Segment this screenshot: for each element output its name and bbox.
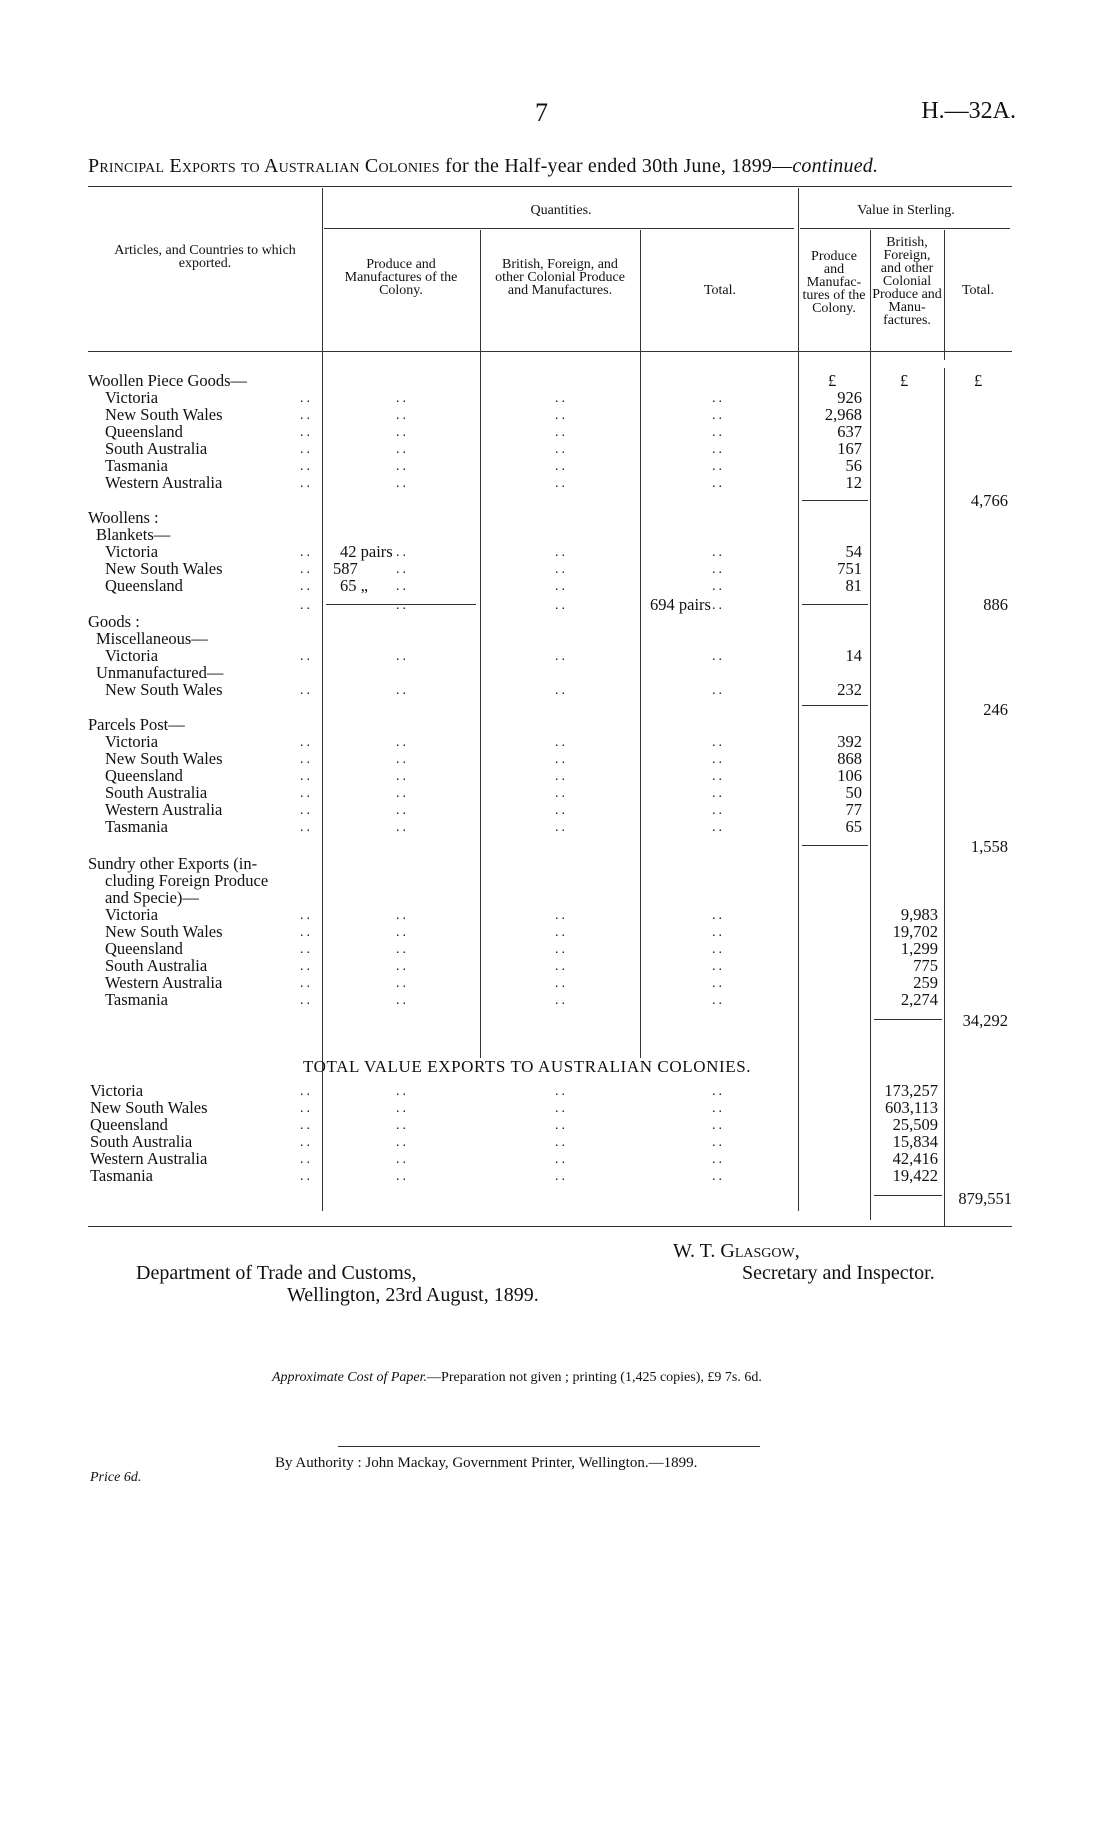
section-heading: and Specie)— bbox=[105, 888, 199, 907]
leader-dot: .. bbox=[712, 391, 725, 406]
v-british-header: British, Foreign, and other Colonial Produce and Manu- factures. bbox=[872, 235, 942, 328]
leader-dot: .. bbox=[300, 993, 313, 1008]
section-heading: Goods : bbox=[88, 612, 140, 631]
row-value: 54 bbox=[845, 542, 862, 561]
quantities-header: Quantities. bbox=[530, 203, 592, 218]
leader-dot: .. bbox=[300, 391, 313, 406]
leader-dot: .. bbox=[396, 735, 409, 750]
row-value: 15,834 bbox=[892, 1132, 938, 1151]
leader-dot: .. bbox=[396, 908, 409, 923]
leader-dot: .. bbox=[300, 476, 313, 491]
leader-dot: .. bbox=[300, 769, 313, 784]
leader-dot: .. bbox=[300, 1169, 313, 1184]
table-bottom-rule bbox=[88, 1226, 1012, 1227]
cost-text: —Preparation not given ; printing (1,425 copies), £9 7s. 6d. bbox=[427, 1370, 762, 1385]
printer-authority: By Authority : John Mackay, Government Printer, Wellington.—1899. bbox=[275, 1455, 698, 1471]
leader-dot: .. bbox=[555, 959, 568, 974]
row-value: 25,509 bbox=[892, 1115, 938, 1134]
leader-dot: .. bbox=[300, 959, 313, 974]
row-value: 2,274 bbox=[900, 990, 938, 1009]
row-label: Tasmania bbox=[105, 990, 168, 1009]
row-value: 81 bbox=[845, 576, 862, 595]
section-total: 246 bbox=[983, 700, 1008, 719]
row-value: 2,968 bbox=[824, 405, 862, 424]
row-label: Western Australia bbox=[90, 1149, 208, 1168]
leader-dot: .. bbox=[555, 942, 568, 957]
leader-dot: .. bbox=[300, 683, 313, 698]
title-period: for the Half-year ended 30th June, 1899— bbox=[439, 155, 793, 177]
col-divider-6 bbox=[944, 230, 945, 360]
row-label: New South Wales bbox=[105, 405, 223, 424]
leader-dot: .. bbox=[396, 942, 409, 957]
row-value: 1,299 bbox=[900, 939, 938, 958]
row-value: 14 bbox=[845, 646, 862, 665]
leader-dot: .. bbox=[555, 976, 568, 991]
row-value: 926 bbox=[837, 388, 862, 407]
row-label: Queensland bbox=[105, 422, 183, 441]
qty-total: 694 pairs bbox=[650, 595, 711, 614]
section-heading: cluding Foreign Produce bbox=[105, 871, 269, 890]
leader-dot: .. bbox=[300, 803, 313, 818]
leader-dot: .. bbox=[712, 649, 725, 664]
leader-dot: .. bbox=[555, 459, 568, 474]
row-quantity: 587 bbox=[333, 559, 358, 578]
leader-dot: .. bbox=[712, 598, 725, 613]
leader-dot: .. bbox=[555, 1118, 568, 1133]
leader-dot: .. bbox=[396, 459, 409, 474]
leader-dot: .. bbox=[555, 476, 568, 491]
subtotal-rule bbox=[802, 604, 868, 605]
row-value: 19,422 bbox=[892, 1166, 938, 1185]
leader-dot: .. bbox=[555, 408, 568, 423]
section-total: 34,292 bbox=[962, 1011, 1008, 1030]
leader-dot: .. bbox=[300, 976, 313, 991]
leader-dot: .. bbox=[300, 545, 313, 560]
leader-dot: .. bbox=[712, 993, 725, 1008]
leader-dot: .. bbox=[396, 752, 409, 767]
row-value: 603,113 bbox=[884, 1098, 938, 1117]
leader-dot: .. bbox=[555, 1135, 568, 1150]
row-value: 167 bbox=[837, 439, 862, 458]
leader-dot: .. bbox=[396, 803, 409, 818]
row-value: 173,257 bbox=[884, 1081, 938, 1100]
row-value: 751 bbox=[837, 559, 862, 578]
row-label: Western Australia bbox=[105, 473, 223, 492]
subtotal-rule bbox=[874, 1019, 942, 1020]
price: Price 6d. bbox=[90, 1470, 142, 1485]
leader-dot: .. bbox=[712, 976, 725, 991]
q-total-header: Total. bbox=[703, 283, 737, 298]
authority-rule bbox=[338, 1446, 760, 1447]
leader-dot: .. bbox=[396, 925, 409, 940]
leader-dot: .. bbox=[712, 786, 725, 801]
leader-dot: .. bbox=[555, 579, 568, 594]
row-value: 12 bbox=[845, 473, 862, 492]
leader-dot: .. bbox=[396, 820, 409, 835]
title-continued: continued. bbox=[792, 155, 879, 177]
leader-dot: .. bbox=[396, 476, 409, 491]
leader-dot: .. bbox=[712, 1084, 725, 1099]
row-label: New South Wales bbox=[105, 680, 223, 699]
leader-dot: .. bbox=[300, 925, 313, 940]
leader-dot: .. bbox=[396, 976, 409, 991]
currency-total: £ bbox=[974, 371, 983, 390]
row-label: Victoria bbox=[105, 732, 159, 751]
leader-dot: .. bbox=[712, 803, 725, 818]
leader-dot: .. bbox=[712, 476, 725, 491]
subsection-heading: Blankets— bbox=[96, 525, 171, 544]
leader-dot: .. bbox=[712, 562, 725, 577]
leader-dot: .. bbox=[712, 425, 725, 440]
leader-dot: .. bbox=[712, 1135, 725, 1150]
col-divider-4 bbox=[798, 188, 799, 1211]
section-heading: Woollens : bbox=[88, 508, 159, 527]
leader-dot: .. bbox=[300, 735, 313, 750]
leader-dot: .. bbox=[300, 1118, 313, 1133]
row-label: Queensland bbox=[105, 576, 183, 595]
v-produce-header: Produce and Manufac- tures of the Colony. bbox=[802, 249, 866, 316]
row-value: 42,416 bbox=[892, 1149, 938, 1168]
leader-dot: .. bbox=[396, 1135, 409, 1150]
leader-dot: .. bbox=[555, 1152, 568, 1167]
table-top-rule bbox=[88, 186, 1012, 187]
leader-dot: .. bbox=[555, 683, 568, 698]
leader-dot: .. bbox=[396, 1169, 409, 1184]
subtotal-rule bbox=[874, 1195, 942, 1196]
leader-dot: .. bbox=[555, 649, 568, 664]
leader-dot: .. bbox=[300, 598, 313, 613]
page-number: 7 bbox=[535, 98, 548, 127]
row-label: Victoria bbox=[105, 542, 159, 561]
section-total: 4,766 bbox=[970, 491, 1008, 510]
leader-dot: .. bbox=[555, 1084, 568, 1099]
leader-dot: .. bbox=[396, 683, 409, 698]
row-label: South Australia bbox=[90, 1132, 193, 1151]
q-british-header: British, Foreign, and other Colonial Produce and Manufactures. bbox=[495, 257, 625, 298]
row-value: 106 bbox=[837, 766, 862, 785]
leader-dot: .. bbox=[712, 925, 725, 940]
row-value: 56 bbox=[845, 456, 862, 475]
leader-dot: .. bbox=[712, 1152, 725, 1167]
row-value: 77 bbox=[845, 800, 862, 819]
leader-dot: .. bbox=[555, 752, 568, 767]
leader-dot: .. bbox=[555, 598, 568, 613]
row-quantity: 65 „ bbox=[340, 576, 368, 595]
leader-dot: .. bbox=[555, 391, 568, 406]
leader-dot: .. bbox=[712, 820, 725, 835]
row-label: South Australia bbox=[105, 956, 208, 975]
row-value: 65 bbox=[845, 817, 862, 836]
signatory-name bbox=[673, 1240, 800, 1263]
row-label: Tasmania bbox=[105, 456, 168, 475]
leader-dot: .. bbox=[396, 1152, 409, 1167]
grand-total: 879,551 bbox=[958, 1189, 1012, 1208]
row-label: Victoria bbox=[105, 388, 159, 407]
currency-colony: £ bbox=[828, 371, 837, 390]
leader-dot: .. bbox=[555, 1169, 568, 1184]
subtotal-rule bbox=[802, 500, 868, 501]
leader-dot: .. bbox=[300, 579, 313, 594]
row-value: 50 bbox=[845, 783, 862, 802]
leader-dot: .. bbox=[300, 786, 313, 801]
leader-dot: .. bbox=[555, 803, 568, 818]
row-value: 868 bbox=[837, 749, 862, 768]
leader-dot: .. bbox=[396, 579, 409, 594]
leader-dot: .. bbox=[555, 993, 568, 1008]
leader-dot: .. bbox=[300, 1101, 313, 1116]
row-label: South Australia bbox=[105, 439, 208, 458]
row-quantity: 42 pairs bbox=[340, 542, 393, 561]
value-header: Value in Sterling. bbox=[857, 203, 955, 218]
quantities-underline bbox=[324, 228, 794, 229]
subsection-heading: Unmanufactured— bbox=[96, 663, 224, 682]
leader-dot: .. bbox=[300, 1135, 313, 1150]
row-label: New South Wales bbox=[90, 1098, 208, 1117]
leader-dot: .. bbox=[712, 579, 725, 594]
row-label: Tasmania bbox=[90, 1166, 153, 1185]
leader-dot: .. bbox=[300, 425, 313, 440]
section-total: 886 bbox=[983, 595, 1008, 614]
leader-dot: .. bbox=[300, 408, 313, 423]
leader-dot: .. bbox=[712, 942, 725, 957]
leader-dot: .. bbox=[300, 442, 313, 457]
leader-dot: .. bbox=[396, 391, 409, 406]
subtotal-rule bbox=[802, 845, 868, 846]
col-divider-3 bbox=[640, 230, 641, 1058]
section-heading: Woollen Piece Goods— bbox=[88, 371, 248, 390]
row-value: 232 bbox=[837, 680, 862, 699]
leader-dot: .. bbox=[712, 769, 725, 784]
leader-dot: .. bbox=[396, 408, 409, 423]
v-total-header: Total. bbox=[961, 283, 995, 298]
row-label: Victoria bbox=[105, 905, 159, 924]
page-title bbox=[88, 155, 878, 178]
leader-dot: .. bbox=[396, 442, 409, 457]
leader-dot: .. bbox=[712, 459, 725, 474]
row-label: Tasmania bbox=[105, 817, 168, 836]
leader-dot: .. bbox=[555, 425, 568, 440]
sheet-reference: H.—32A. bbox=[921, 98, 1016, 124]
leader-dot: .. bbox=[555, 769, 568, 784]
leader-dot: .. bbox=[396, 562, 409, 577]
leader-dot: .. bbox=[396, 769, 409, 784]
title-main: Principal Exports to Australian Colonies bbox=[88, 155, 440, 177]
place-date: Wellington, 23rd August, 1899. bbox=[287, 1284, 539, 1306]
leader-dot: .. bbox=[300, 649, 313, 664]
leader-dot: .. bbox=[300, 820, 313, 835]
leader-dot: .. bbox=[396, 959, 409, 974]
leader-dot: .. bbox=[712, 1118, 725, 1133]
leader-dot: .. bbox=[712, 735, 725, 750]
leader-dot: .. bbox=[396, 545, 409, 560]
leader-dot: .. bbox=[555, 925, 568, 940]
leader-dot: .. bbox=[712, 442, 725, 457]
leader-dot: .. bbox=[396, 649, 409, 664]
row-label: New South Wales bbox=[105, 749, 223, 768]
leader-dot: .. bbox=[712, 683, 725, 698]
signatory-title: Secretary and Inspector. bbox=[742, 1262, 935, 1284]
row-value: 259 bbox=[913, 973, 938, 992]
leader-dot: .. bbox=[555, 820, 568, 835]
section-total: 1,558 bbox=[970, 837, 1008, 856]
row-label: Victoria bbox=[105, 646, 159, 665]
leader-dot: .. bbox=[396, 598, 409, 613]
section-heading: TOTAL VALUE EXPORTS TO AUSTRALIAN COLONIES. bbox=[303, 1057, 752, 1076]
leader-dot: .. bbox=[555, 562, 568, 577]
leader-dot: .. bbox=[712, 959, 725, 974]
subsection-heading: Miscellaneous— bbox=[96, 629, 208, 648]
leader-dot: .. bbox=[712, 545, 725, 560]
cost-of-paper bbox=[272, 1370, 762, 1386]
currency-british: £ bbox=[900, 371, 909, 390]
section-heading: Sundry other Exports (in- bbox=[88, 854, 258, 873]
subtotal-rule bbox=[802, 705, 868, 706]
signatory-text: W. T. Glasgow, bbox=[673, 1240, 800, 1262]
leader-dot: .. bbox=[396, 786, 409, 801]
leader-dot: .. bbox=[712, 752, 725, 767]
value-underline bbox=[800, 228, 1010, 229]
leader-dot: .. bbox=[712, 908, 725, 923]
row-label: Victoria bbox=[90, 1081, 144, 1100]
cost-label: Approximate Cost of Paper. bbox=[272, 1370, 428, 1385]
col-divider-2 bbox=[480, 230, 481, 1058]
row-value: 392 bbox=[837, 732, 862, 751]
col-divider-5 bbox=[870, 230, 871, 1220]
leader-dot: .. bbox=[300, 562, 313, 577]
leader-dot: .. bbox=[300, 1152, 313, 1167]
row-label: South Australia bbox=[105, 783, 208, 802]
row-label: New South Wales bbox=[105, 559, 223, 578]
leader-dot: .. bbox=[396, 1118, 409, 1133]
leader-dot: .. bbox=[300, 752, 313, 767]
row-label: New South Wales bbox=[105, 922, 223, 941]
col-divider-6b bbox=[944, 368, 945, 1226]
leader-dot: .. bbox=[396, 425, 409, 440]
department: Department of Trade and Customs, bbox=[136, 1262, 417, 1284]
row-label: Queensland bbox=[105, 766, 183, 785]
leader-dot: .. bbox=[300, 908, 313, 923]
leader-dot: .. bbox=[396, 1101, 409, 1116]
leader-dot: .. bbox=[396, 993, 409, 1008]
q-produce-header: Produce and Manufactures of the Colony. bbox=[344, 257, 458, 298]
row-value: 9,983 bbox=[900, 905, 938, 924]
leader-dot: .. bbox=[712, 408, 725, 423]
row-label: Queensland bbox=[90, 1115, 168, 1134]
leader-dot: .. bbox=[555, 735, 568, 750]
leader-dot: .. bbox=[712, 1101, 725, 1116]
row-value: 775 bbox=[913, 956, 938, 975]
leader-dot: .. bbox=[555, 442, 568, 457]
row-label: Western Australia bbox=[105, 973, 223, 992]
row-value: 637 bbox=[837, 422, 862, 441]
leader-dot: .. bbox=[712, 1169, 725, 1184]
leader-dot: .. bbox=[396, 1084, 409, 1099]
leader-dot: .. bbox=[300, 1084, 313, 1099]
leader-dot: .. bbox=[300, 942, 313, 957]
row-label: Western Australia bbox=[105, 800, 223, 819]
header-bottom-rule bbox=[88, 351, 1012, 352]
leader-dot: .. bbox=[555, 545, 568, 560]
row-value: 19,702 bbox=[892, 922, 938, 941]
section-heading: Parcels Post— bbox=[88, 715, 185, 734]
leader-dot: .. bbox=[555, 786, 568, 801]
leader-dot: .. bbox=[300, 459, 313, 474]
leader-dot: .. bbox=[555, 1101, 568, 1116]
articles-header: Articles, and Countries to which exported. bbox=[114, 243, 296, 271]
leader-dot: .. bbox=[555, 908, 568, 923]
row-label: Queensland bbox=[105, 939, 183, 958]
